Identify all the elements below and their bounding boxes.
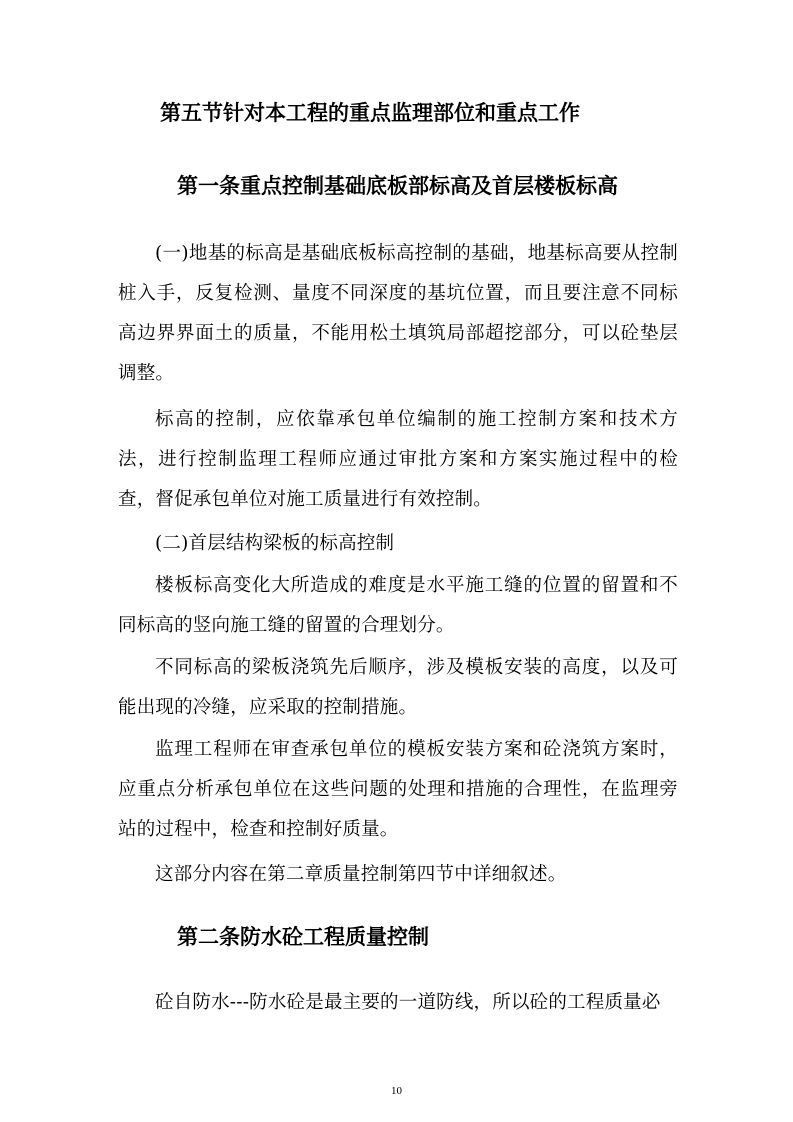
article-1-paragraph-4: 楼板标高变化大所造成的难度是水平施工缝的位置的留置和不同标高的竖向施工缝的留置的合理划分。 [118, 575, 678, 636]
article-1-paragraph-2: 标高的控制，应依靠承包单位编制的施工控制方案和技术方法，进行控制监理工程师应通过审批方案和方案实施过程中的检查，督促承包单位对施工质量进行有效控制。 [118, 409, 678, 510]
article-1-paragraph-3: (二)首层结构梁板的标高控制 [155, 533, 395, 554]
article-2-paragraph-1: 砼自防水---防水砼是最主要的一道防线，所以砼的工程质量必 [155, 992, 661, 1013]
article-1-paragraph-7: 这部分内容在第二章质量控制第四节中详细叙述。 [155, 864, 567, 885]
article-2-title: 第二条防水砼工程质量控制 [177, 925, 429, 949]
article-1-paragraph-6: 监理工程师在审查承包单位的模板安装方案和砼浇筑方案时，应重点分析承包单位在这些问题的处理和措施的合理性，在监理旁站的过程中，检查和控制好质量。 [118, 739, 678, 840]
page-number: 10 [391, 1085, 402, 1097]
article-1-paragraph-5: 不同标高的梁板浇筑先后顺序，涉及模板安装的高度，以及可能出现的冷缝，应采取的控制措施。 [118, 657, 678, 718]
section-title: 第五节针对本工程的重点监理部位和重点工作 [160, 101, 580, 125]
article-1-paragraph-1: (一)地基的标高是基础底板标高控制的基础，地基标高要从控制桩入手，反复检测、量度不同深度的基坑位置，而且要注意不同标高边界界面土的质量，不能用松土填筑局部超挖部分，可以砼垫层调整。 [118, 243, 678, 384]
article-1-title: 第一条重点控制基础底板部标高及首层楼板标高 [177, 174, 618, 198]
